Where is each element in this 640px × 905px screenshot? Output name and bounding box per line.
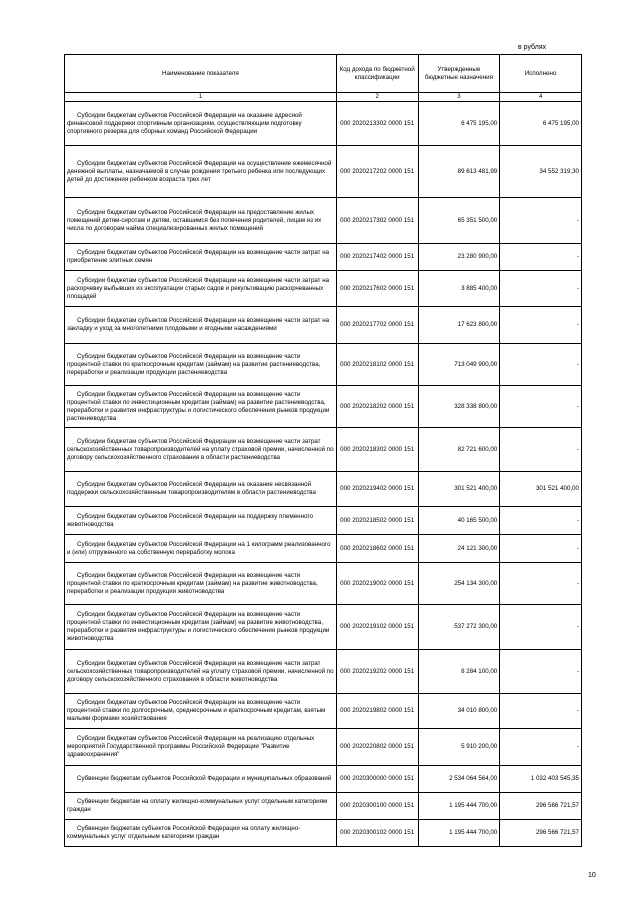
approved-amount: 65 351 500,00: [418, 198, 500, 244]
table-row: [65, 307, 582, 344]
approved-amount: 17 623 800,00: [418, 307, 500, 344]
approved-amount: 1 195 444 700,00: [418, 820, 500, 847]
indicator-name: Субсидии бюджетам субъектов Российской Федерации на возмещение части затрат на приобретение элитных семян: [65, 244, 337, 271]
table-row: [65, 766, 582, 793]
executed-amount: 296 566 721,57: [500, 793, 582, 820]
indicator-name: Субсидии бюджетам субъектов Российской Федерации на предоставление жилых помещений детям-сиротам и детям, оставшимся без попечения родителей, лицам из их числа по договорам найма специализированных жилых помещений: [65, 198, 337, 244]
indicator-name: Субсидии бюджетам субъектов Российской Федерации на возмещение части процентной ставки по краткосрочным кредитам (займам) на развитие животноводства, переработки и реализации продукции животноводства: [65, 563, 337, 605]
indicator-name: Субсидии бюджетам субъектов Российской Федерации на оказание адресной финансовой поддержки спортивным организациям, осуществляющим подготовку спортивного резерва для сборных команд Российской Федерации: [65, 102, 337, 146]
indicator-name: Субвенции бюджетам на оплату жилищно-коммунальных услуг отдельным категориям граждан: [65, 793, 337, 820]
income-code: 000 2020300000 0000 151: [336, 766, 418, 793]
income-code: 000 2020219002 0000 151: [336, 563, 418, 605]
approved-amount: 8 284 100,00: [418, 650, 500, 694]
table-row: [65, 428, 582, 472]
table-row: [65, 472, 582, 507]
indicator-name: Субсидии бюджетам субъектов Российской Федерации на возмещение части процентной ставки по инвестиционным кредитам (займам) на развитие растениеводства, переработки и развития инфраструктуры и логистического обеспечения рынков продукции растениеводства: [65, 386, 337, 428]
approved-amount: 1 195 444 700,00: [418, 793, 500, 820]
executed-amount: -: [500, 307, 582, 344]
income-code: 000 2020217302 0000 151: [336, 198, 418, 244]
approved-amount: 89 613 481,99: [418, 146, 500, 198]
approved-amount: 537 272 300,00: [418, 605, 500, 650]
indicator-name: Субсидии бюджетам субъектов Российской Федерации на оказание несвязанной поддержки сельскохозяйственным товаропроизводителям в области растениеводства: [65, 472, 337, 507]
executed-amount: 1 032 403 545,35: [500, 766, 582, 793]
column-number: 4: [500, 93, 582, 102]
executed-amount: -: [500, 244, 582, 271]
header-approved: Утвержденные бюджетные назначения: [418, 55, 500, 93]
income-code: 000 2020219102 0000 151: [336, 605, 418, 650]
approved-amount: 328 338 800,00: [418, 386, 500, 428]
executed-amount: 34 552 319,30: [500, 146, 582, 198]
income-code: 000 2020218302 0000 151: [336, 428, 418, 472]
column-number-row: [65, 93, 582, 102]
indicator-name: Субсидии бюджетам субъектов Российской Федерации на возмещение части процентной ставки по краткосрочным кредитам (займам) на развитие растениеводства, переработки и реализации продукции растениеводства: [65, 344, 337, 386]
income-code: 000 2020217202 0000 151: [336, 146, 418, 198]
approved-amount: 34 010 800,00: [418, 694, 500, 729]
indicator-name: Субсидии бюджетам субъектов Российской Федерации на возмещение части затрат на раскорчевку выбывших из эксплуатации старых садов и рекультивацию раскорчеванных площадей: [65, 271, 337, 307]
executed-amount: -: [500, 344, 582, 386]
executed-amount: 301 521 400,00: [500, 472, 582, 507]
header-indicator-name: Наименование показателя: [65, 55, 337, 93]
indicator-name: Субсидии бюджетам субъектов Российской Федерации на 1 килограмм реализованного и (или) отгруженного на собственную переработку молока: [65, 535, 337, 563]
table-row: [65, 271, 582, 307]
approved-amount: 6 475 195,00: [418, 102, 500, 146]
income-code: 000 2020217702 0000 151: [336, 307, 418, 344]
approved-amount: 82 721 600,00: [418, 428, 500, 472]
indicator-name: Субвенции бюджетам субъектов Российской Федерации на оплату жилищно-коммунальных услуг отдельным категориям граждан: [65, 820, 337, 847]
approved-amount: 40 165 500,00: [418, 507, 500, 535]
approved-amount: 2 534 064 564,00: [418, 766, 500, 793]
table-row: [65, 344, 582, 386]
approved-amount: 301 521 400,00: [418, 472, 500, 507]
executed-amount: -: [500, 605, 582, 650]
executed-amount: -: [500, 507, 582, 535]
column-number: 3: [418, 93, 500, 102]
income-code: 000 2020217602 0000 151: [336, 271, 418, 307]
table-row: [65, 146, 582, 198]
table-row: [65, 102, 582, 146]
table-row: [65, 650, 582, 694]
executed-amount: -: [500, 729, 582, 766]
table-row: [65, 507, 582, 535]
approved-amount: 713 049 900,00: [418, 344, 500, 386]
executed-amount: -: [500, 428, 582, 472]
table-header-row: [65, 55, 582, 93]
approved-amount: 24 121 300,00: [418, 535, 500, 563]
income-code: 000 2020300100 0000 151: [336, 793, 418, 820]
executed-amount: 296 566 721,57: [500, 820, 582, 847]
indicator-name: Субсидии бюджетам субъектов Российской Федерации на возмещение части затрат на закладку и уход за многолетними плодовыми и ягодными насаждениями: [65, 307, 337, 344]
header-executed: Исполнено: [500, 55, 582, 93]
income-code: 000 2020218502 0000 151: [336, 507, 418, 535]
table-row: [65, 694, 582, 729]
income-code: 000 2020219402 0000 151: [336, 472, 418, 507]
budget-income-table: [64, 54, 582, 847]
table-row: [65, 605, 582, 650]
approved-amount: 254 134 300,00: [418, 563, 500, 605]
table-row: [65, 244, 582, 271]
executed-amount: -: [500, 198, 582, 244]
column-number: 1: [65, 93, 337, 102]
indicator-name: Субсидии бюджетам субъектов Российской Федерации на осуществление ежемесячной денежной выплаты, назначаемой в случае рождения третьего ребенка или последующих детей до достижения ребенком возраста трех лет: [65, 146, 337, 198]
indicator-name: Субсидии бюджетам субъектов Российской Федерации на возмещение части затрат сельскохозяйственных товаропроизводителей на уплату страховой премии, начисленной по договору сельскохозяйственного страхования в области животноводства: [65, 650, 337, 694]
executed-amount: -: [500, 386, 582, 428]
income-code: 000 2020219802 0000 151: [336, 694, 418, 729]
indicator-name: Субсидии бюджетам субъектов Российской Федерации на поддержку племенного животноводства: [65, 507, 337, 535]
indicator-name: Субсидии бюджетам субъектов Российской Федерации на возмещение части процентной ставки по инвестиционным кредитам (займам) на развитие животноводства, переработки и развития инфраструктуры и логистического обеспечения рынков продукции животноводства: [65, 605, 337, 650]
page-number: 10: [588, 872, 596, 879]
units-label: в рублях: [518, 44, 547, 51]
indicator-name: Субсидии бюджетам субъектов Российской Федерации на реализацию отдельных мероприятий Государственной программы Российской Федерации "Развитие здравоохранения": [65, 729, 337, 766]
income-code: 000 2020220802 0000 151: [336, 729, 418, 766]
income-code: 000 2020213302 0000 151: [336, 102, 418, 146]
table-row: [65, 820, 582, 847]
approved-amount: 3 885 400,00: [418, 271, 500, 307]
approved-amount: 5 910 200,00: [418, 729, 500, 766]
income-code: 000 2020300102 0000 151: [336, 820, 418, 847]
indicator-name: Субсидии бюджетам субъектов Российской Федерации на возмещение части процентной ставки по долгосрочным, среднесрочным и краткосрочным кредитам, взятым малыми формами хозяйствования: [65, 694, 337, 729]
income-code: 000 2020218602 0000 151: [336, 535, 418, 563]
indicator-name: Субсидии бюджетам субъектов Российской Федерации на возмещение части затрат сельскохозяйственных товаропроизводителей на уплату страховой премии, начисленной по договору сельскохозяйственного страхования в области растениеводства: [65, 428, 337, 472]
income-code: 000 2020218102 0000 151: [336, 344, 418, 386]
indicator-name: Субвенции бюджетам субъектов Российской Федерации и муниципальных образований: [65, 766, 337, 793]
table-row: [65, 198, 582, 244]
table-row: [65, 563, 582, 605]
executed-amount: -: [500, 535, 582, 563]
income-code: 000 2020218202 0000 151: [336, 386, 418, 428]
income-code: 000 2020219202 0000 151: [336, 650, 418, 694]
income-code: 000 2020217402 0000 151: [336, 244, 418, 271]
executed-amount: -: [500, 650, 582, 694]
table-row: [65, 729, 582, 766]
executed-amount: 6 475 195,00: [500, 102, 582, 146]
table-row: [65, 535, 582, 563]
table-row: [65, 386, 582, 428]
table-row: [65, 793, 582, 820]
executed-amount: -: [500, 694, 582, 729]
executed-amount: -: [500, 271, 582, 307]
approved-amount: 23 280 900,00: [418, 244, 500, 271]
column-number: 2: [336, 93, 418, 102]
header-income-code: Код дохода по бюджетной классификации: [336, 55, 418, 93]
executed-amount: -: [500, 563, 582, 605]
